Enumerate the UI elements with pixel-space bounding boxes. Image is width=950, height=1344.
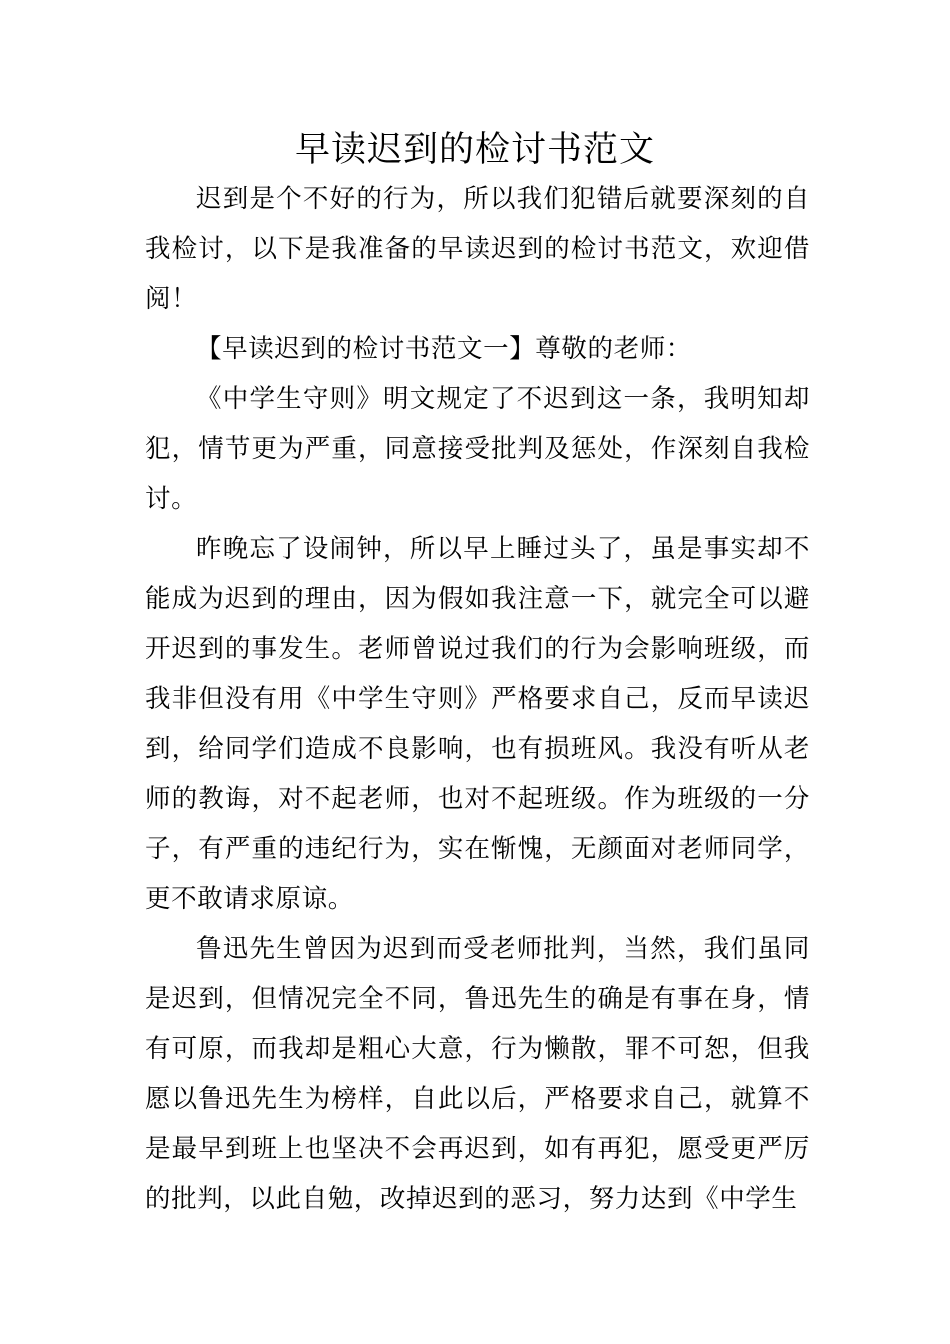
intro-paragraph: 迟到是个不好的行为，所以我们犯错后就要深刻的自我检讨，以下是我准备的早读迟到的检讨书范文，欢迎借阅！ xyxy=(145,184,810,314)
body-paragraph: 昨晚忘了设闹钟，所以早上睡过头了，虽是事实却不能成为迟到的理由，因为假如我注意一下，就完全可以避开迟到的事发生。老师曾说过我们的行为会影响班级，而我非但没有用《中学生守则》严格要求自己，反而早读迟到，给同学们造成不良影响，也有损班风。我没有听从老师的教诲，对不起老师，也对不起班级。作为班级的一分子，有严重的违纪行为，实在惭愧，无颜面对老师同学，更不敢请求原谅。 xyxy=(145,534,810,914)
body-paragraph: 鲁迅先生曾因为迟到而受老师批判，当然，我们虽同是迟到，但情况完全不同，鲁迅先生的确是有事在身，情有可原，而我却是粗心大意，行为懒散，罪不可恕，但我愿以鲁迅先生为榜样，自此以后，严格要求自己，就算不是最早到班上也坚决不会再迟到，如有再犯，愿受更严厉的批判，以此自勉，改掉迟到的恶习，努力达到《中学生 xyxy=(145,934,810,1214)
document-title: 早读迟到的检讨书范文 xyxy=(294,130,655,170)
section-heading-paragraph: 【早读迟到的检讨书范文一】尊敬的老师： xyxy=(196,334,692,364)
body-paragraph: 《中学生守则》明文规定了不迟到这一条，我明知却犯，情节更为严重，同意接受批判及惩处，作深刻自我检讨。 xyxy=(145,384,810,514)
document-body xyxy=(145,174,810,1224)
